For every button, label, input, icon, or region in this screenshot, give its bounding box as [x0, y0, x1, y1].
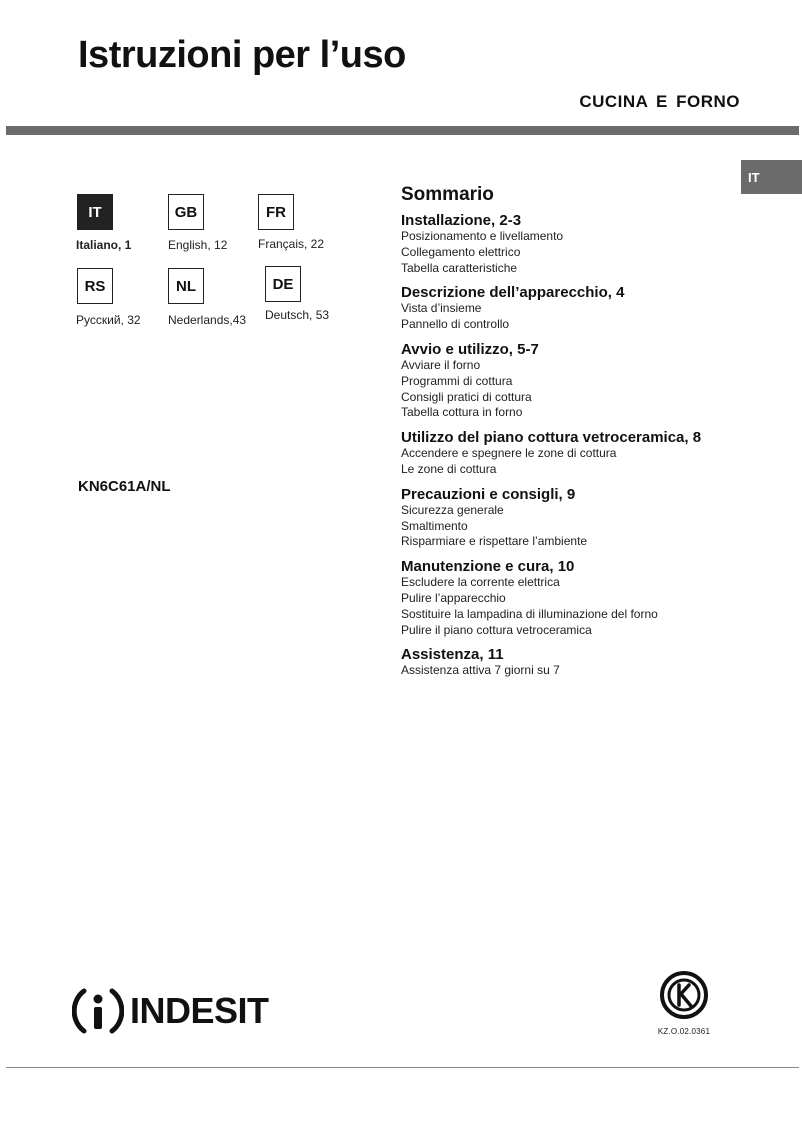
- model-number: KN6C61A/NL: [78, 478, 171, 495]
- toc-item[interactable]: Tabella cottura in forno: [401, 405, 523, 420]
- toc-section: [401, 486, 741, 550]
- table-of-contents: [401, 184, 741, 687]
- lang-label-rs: Русский, 32: [76, 313, 141, 327]
- lang-label-nl: Nederlands,43: [168, 313, 247, 327]
- toc-item[interactable]: Avviare il forno: [401, 357, 481, 372]
- lang-badge-de[interactable]: DE: [265, 266, 301, 302]
- lang-badge-rs[interactable]: RS: [77, 268, 113, 304]
- toc-item[interactable]: Smaltimento: [401, 518, 468, 533]
- lang-badge-gb[interactable]: GB: [168, 194, 204, 230]
- toc-heading[interactable]: Utilizzo del piano cottura vetroceramica, 8: [401, 429, 702, 447]
- toc-section: [401, 558, 741, 638]
- lang-label-fr: Français, 22: [258, 237, 325, 251]
- footer-divider: [6, 1067, 799, 1068]
- toc-item[interactable]: Pulire il piano cottura vetroceramica: [401, 622, 592, 637]
- toc-section: [401, 429, 741, 478]
- toc-item[interactable]: Pulire l’apparecchio: [401, 590, 506, 605]
- toc-heading[interactable]: Manutenzione e cura, 10: [401, 558, 575, 576]
- toc-item[interactable]: Sostituire la lampadina di illuminazione del forno: [401, 606, 658, 621]
- brand-logo-text: INDESIT: [130, 990, 269, 1031]
- page-title: Istruzioni per l’uso: [78, 34, 406, 76]
- lang-badge-it[interactable]: IT: [77, 194, 113, 230]
- toc-section: [401, 646, 741, 679]
- lang-label-gb: English, 12: [168, 238, 228, 252]
- toc-item[interactable]: Collegamento elettrico: [401, 244, 521, 259]
- brand-logo: [72, 983, 269, 1039]
- toc-section: [401, 341, 741, 421]
- toc-title: Sommario: [401, 184, 494, 205]
- toc-heading[interactable]: Precauzioni e consigli, 9: [401, 485, 576, 503]
- toc-section: [401, 212, 741, 276]
- toc-item[interactable]: Tabella caratteristiche: [401, 260, 518, 275]
- toc-heading[interactable]: Assistenza, 11: [401, 646, 504, 664]
- toc-item[interactable]: Consigli pratici di cottura: [401, 389, 532, 404]
- indesit-emblem-icon: [72, 983, 124, 1039]
- toc-heading[interactable]: Avvio e utilizzo, 5-7: [401, 340, 539, 358]
- toc-heading[interactable]: Installazione, 2-3: [401, 212, 522, 229]
- toc-item[interactable]: Le zone di cottura: [401, 461, 497, 476]
- certification-code: KZ.O.02.0361: [657, 1027, 711, 1036]
- toc-item[interactable]: Assistenza attiva 7 giorni su 7: [401, 663, 560, 678]
- language-tab: IT: [741, 160, 802, 194]
- document-subtitle: CUCINA E FORNO: [579, 92, 740, 111]
- toc-section: [401, 284, 741, 333]
- toc-item[interactable]: Escludere la corrente elettrica: [401, 575, 560, 590]
- header-divider: [6, 126, 799, 135]
- toc-item[interactable]: Risparmiare e rispettare l’ambiente: [401, 534, 588, 549]
- toc-heading[interactable]: Descrizione dell’apparecchio, 4: [401, 284, 625, 302]
- toc-item[interactable]: Accendere e spegnere le zone di cottura: [401, 446, 617, 461]
- toc-item[interactable]: Vista d’insieme: [401, 301, 482, 316]
- kz-certification-icon: [659, 970, 709, 1020]
- certification-mark: [656, 970, 712, 1036]
- toc-item[interactable]: Pannello di controllo: [401, 317, 510, 332]
- lang-label-de: Deutsch, 53: [265, 308, 330, 322]
- toc-item[interactable]: Posizionamento e livellamento: [401, 229, 564, 243]
- lang-badge-nl[interactable]: NL: [168, 268, 204, 304]
- toc-item[interactable]: Programmi di cottura: [401, 373, 513, 388]
- lang-label-it: Italiano, 1: [76, 238, 132, 252]
- lang-badge-fr[interactable]: FR: [258, 194, 294, 230]
- toc-item[interactable]: Sicurezza generale: [401, 502, 504, 517]
